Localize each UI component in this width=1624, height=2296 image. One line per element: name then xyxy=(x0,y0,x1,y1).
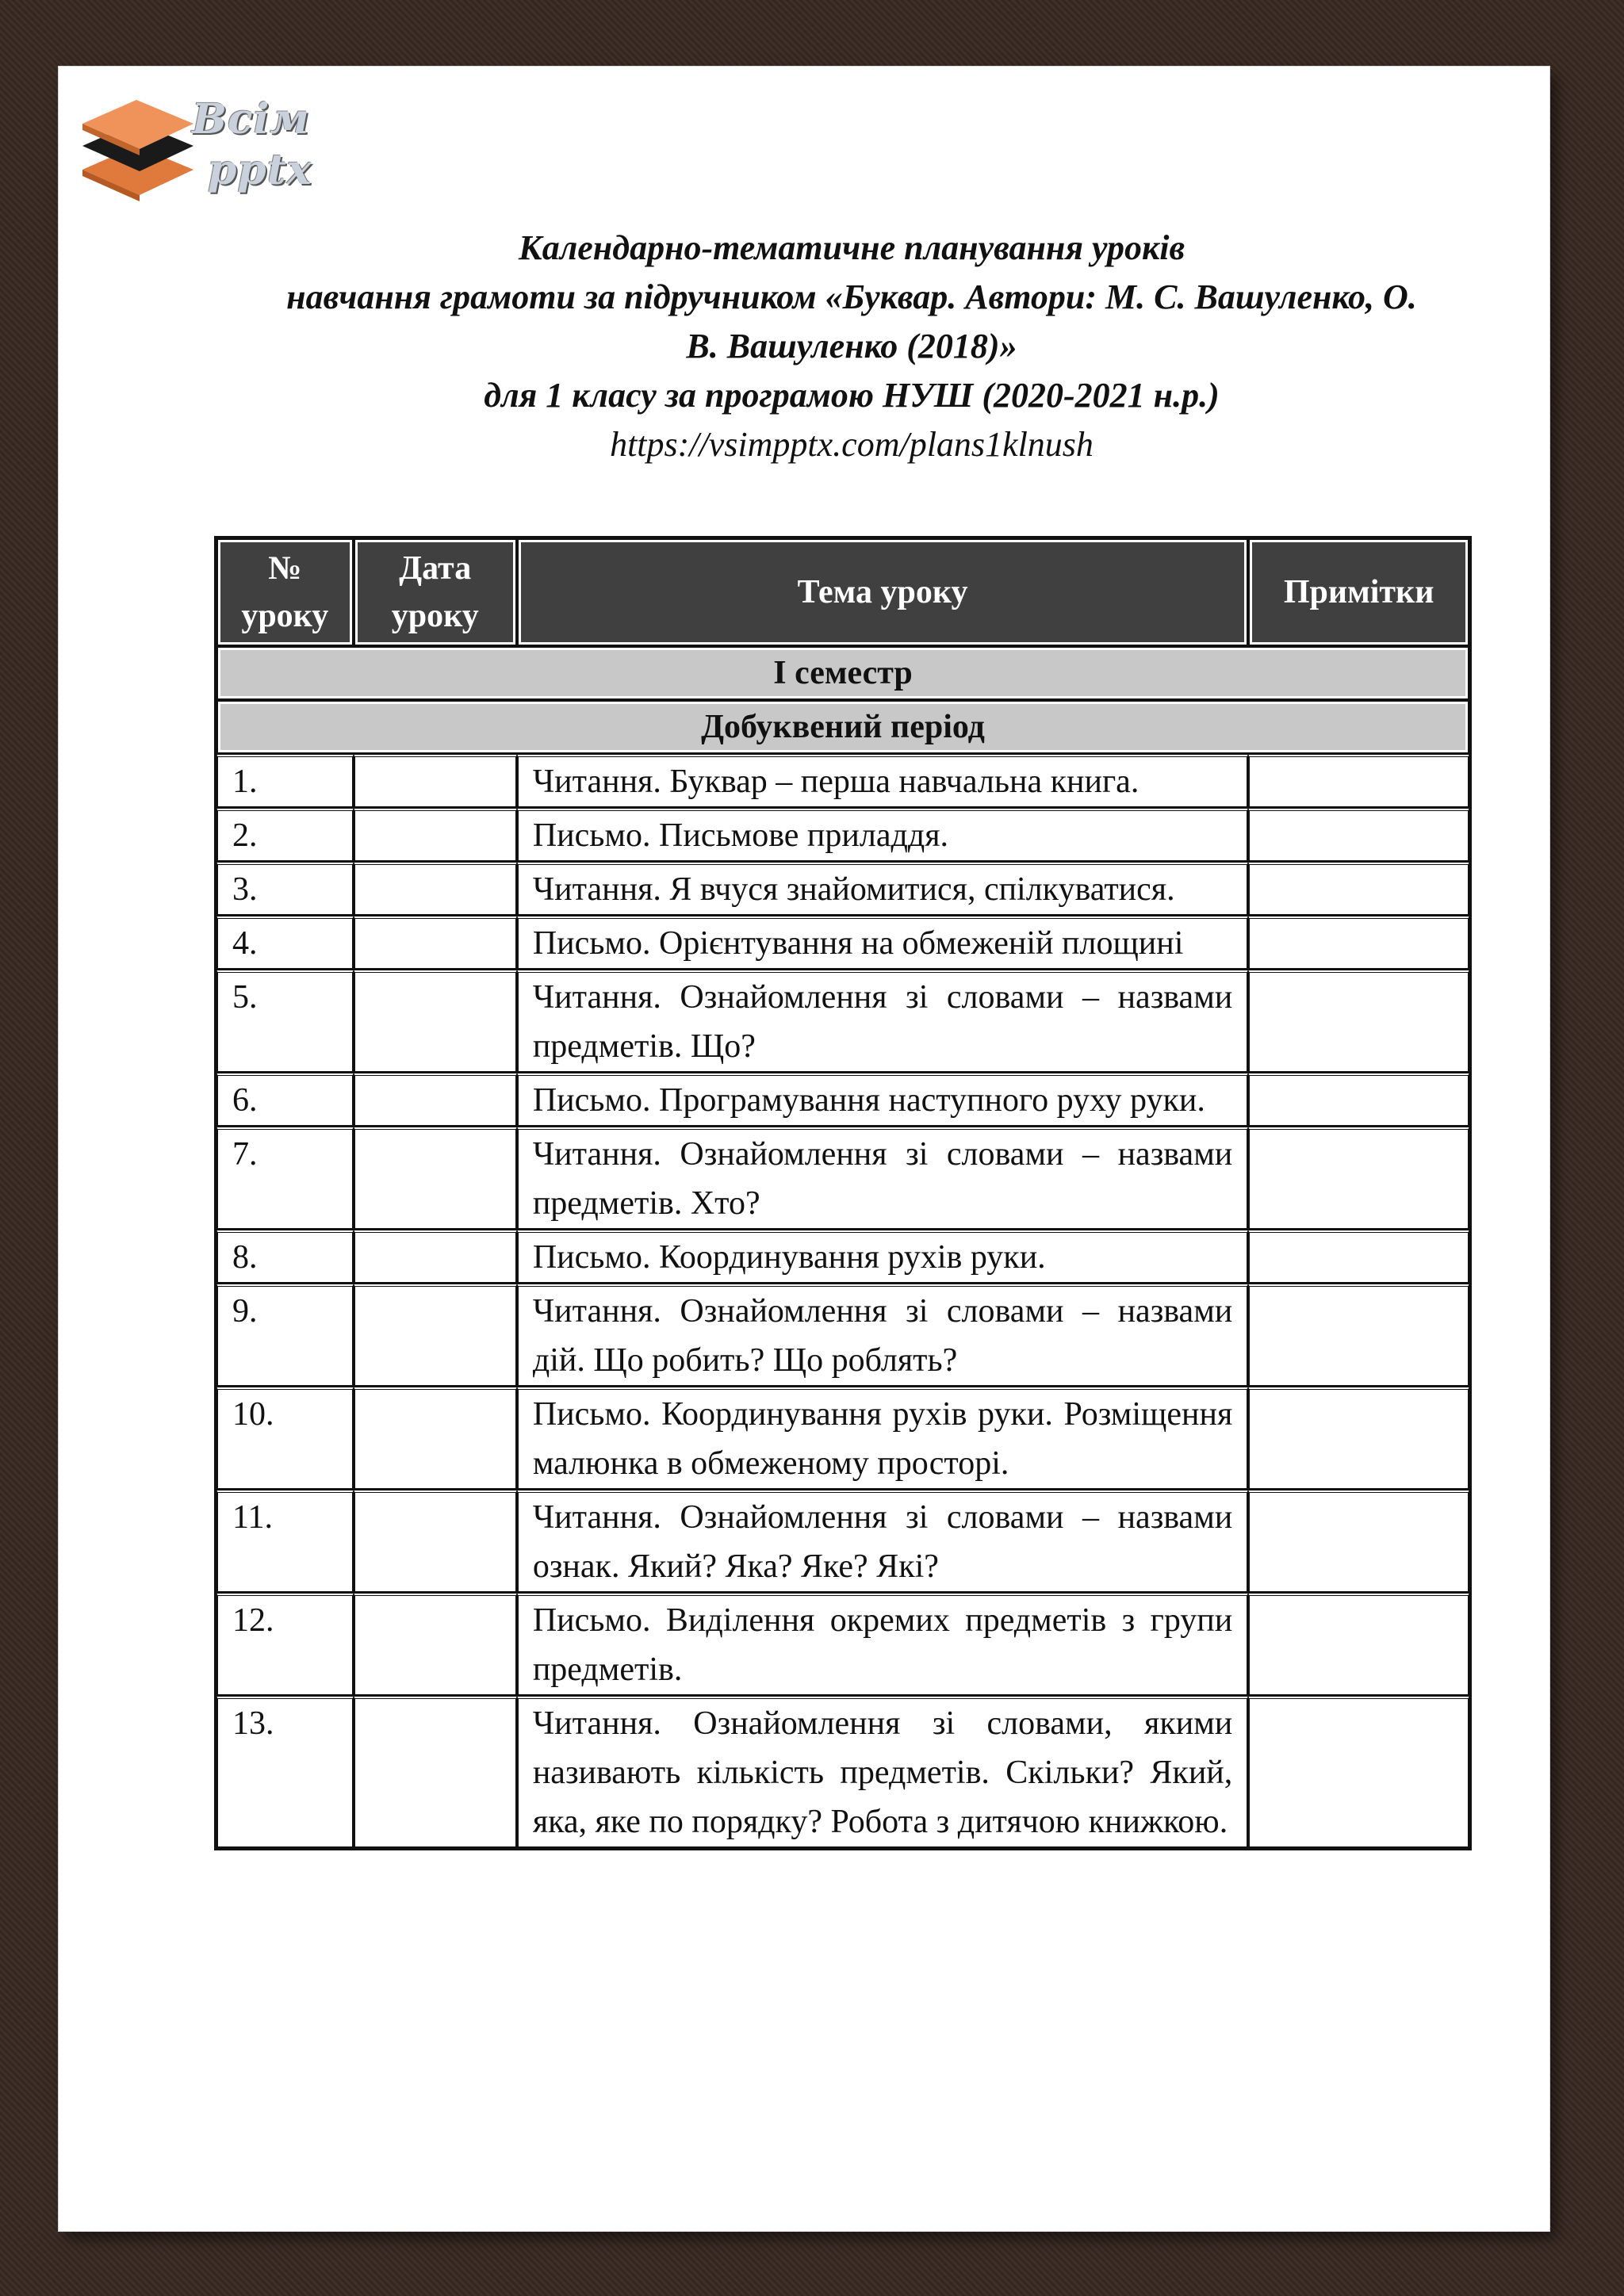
lesson-number: 13. xyxy=(216,1696,354,1848)
table-row xyxy=(216,1490,1469,1593)
lesson-date-cell[interactable] xyxy=(354,1073,517,1127)
lesson-date-cell[interactable] xyxy=(354,808,517,862)
document-heading xyxy=(186,224,1518,469)
lesson-topic: Читання. Ознайомлення зі словами, якими називають кількість предметів. Скільки? Який, яка, яке по порядку? Робота з дитячою книжкою. xyxy=(517,1696,1248,1848)
lesson-topic: Письмо. Орієнтування на обмеженій площині xyxy=(517,916,1248,970)
lesson-number: 2. xyxy=(216,808,354,862)
lesson-notes-cell[interactable] xyxy=(1248,1696,1469,1848)
lesson-topic: Письмо. Письмове приладдя. xyxy=(517,808,1248,862)
document-page xyxy=(59,67,1549,2231)
lesson-date-cell[interactable] xyxy=(354,1230,517,1284)
heading-line-3: В. Вашуленко (2018)» xyxy=(686,327,1017,365)
lesson-date-cell[interactable] xyxy=(354,1284,517,1387)
table-row xyxy=(216,916,1469,970)
lesson-notes-cell[interactable] xyxy=(1248,1284,1469,1387)
heading-line-4: для 1 класу за програмою НУШ (2020-2021 н.р.) xyxy=(484,376,1220,415)
lesson-notes-cell[interactable] xyxy=(1248,1127,1469,1230)
lesson-number: 9. xyxy=(216,1284,354,1387)
table-row xyxy=(216,1593,1469,1696)
table-row xyxy=(216,1284,1469,1387)
lesson-topic: Письмо. Координування рухів руки. Розміщення малюнка в обмеженому просторі. xyxy=(517,1387,1248,1490)
table-row xyxy=(216,1073,1469,1127)
header-date-line2: уроку xyxy=(391,598,479,634)
lesson-date-cell[interactable] xyxy=(354,970,517,1073)
lesson-notes-cell[interactable] xyxy=(1248,754,1469,808)
lesson-notes-cell[interactable] xyxy=(1248,1490,1469,1593)
source-url-link[interactable]: https://vsimpptx.com/plans1klnush xyxy=(610,425,1094,464)
semester-label: І семестр xyxy=(216,646,1469,700)
lesson-date-cell[interactable] xyxy=(354,1387,517,1490)
column-header-number xyxy=(216,538,354,646)
lesson-topic: Письмо. Координування рухів руки. xyxy=(517,1230,1248,1284)
table-row xyxy=(216,1127,1469,1230)
column-header-topic: Тема уроку xyxy=(517,538,1248,646)
header-date-line1: Дата xyxy=(399,550,472,587)
lesson-notes-cell[interactable] xyxy=(1248,1387,1469,1490)
lesson-notes-cell[interactable] xyxy=(1248,970,1469,1073)
lesson-notes-cell[interactable] xyxy=(1248,862,1469,916)
lesson-notes-cell[interactable] xyxy=(1248,808,1469,862)
lesson-notes-cell[interactable] xyxy=(1248,1593,1469,1696)
lesson-date-cell[interactable] xyxy=(354,862,517,916)
header-num-line1: № xyxy=(268,550,302,587)
lesson-number: 12. xyxy=(216,1593,354,1696)
column-header-notes: Примітки xyxy=(1248,538,1469,646)
table-row xyxy=(216,1230,1469,1284)
lesson-plan-table xyxy=(214,536,1472,1850)
period-label: Добуквений період xyxy=(216,700,1469,754)
lesson-number: 5. xyxy=(216,970,354,1073)
lesson-number: 4. xyxy=(216,916,354,970)
lesson-topic: Письмо. Виділення окремих предметів з групи предметів. xyxy=(517,1593,1248,1696)
lesson-notes-cell[interactable] xyxy=(1248,916,1469,970)
lesson-number: 8. xyxy=(216,1230,354,1284)
site-logo[interactable] xyxy=(75,82,360,217)
lesson-topic: Читання. Ознайомлення зі словами – назвами ознак. Який? Яка? Яке? Які? xyxy=(517,1490,1248,1593)
lesson-date-cell[interactable] xyxy=(354,1593,517,1696)
lesson-topic: Читання. Ознайомлення зі словами – назвами предметів. Хто? xyxy=(517,1127,1248,1230)
table-row xyxy=(216,1387,1469,1490)
lesson-notes-cell[interactable] xyxy=(1248,1073,1469,1127)
header-num-line2: уроку xyxy=(241,598,329,634)
table-row xyxy=(216,970,1469,1073)
lesson-date-cell[interactable] xyxy=(354,916,517,970)
period-row xyxy=(216,700,1469,754)
lesson-topic: Читання. Ознайомлення зі словами – назвами дій. Що робить? Що роблять? xyxy=(517,1284,1248,1387)
table-header-row xyxy=(216,538,1469,646)
column-header-date xyxy=(354,538,517,646)
heading-line-2: навчання грамоти за підручником «Буквар. Автори: М. С. Вашуленко, О. xyxy=(286,277,1417,316)
table-row xyxy=(216,1696,1469,1848)
stacked-slides-icon xyxy=(75,82,201,217)
lesson-topic: Письмо. Програмування наступного руху руки. xyxy=(517,1073,1248,1127)
lesson-date-cell[interactable] xyxy=(354,1127,517,1230)
table-row xyxy=(216,808,1469,862)
lesson-topic: Читання. Я вчуся знайомитися, спілкуватися. xyxy=(517,862,1248,916)
lesson-number: 6. xyxy=(216,1073,354,1127)
lesson-number: 11. xyxy=(216,1490,354,1593)
lesson-number: 3. xyxy=(216,862,354,916)
table-row xyxy=(216,862,1469,916)
table-row xyxy=(216,754,1469,808)
semester-row xyxy=(216,646,1469,700)
lesson-date-cell[interactable] xyxy=(354,754,517,808)
lesson-number: 10. xyxy=(216,1387,354,1490)
logo-text-line1: Всім xyxy=(192,95,310,144)
lesson-date-cell[interactable] xyxy=(354,1696,517,1848)
logo-text-line2: pptx xyxy=(208,146,312,194)
heading-line-1: Календарно-тематичне планування уроків xyxy=(518,228,1185,267)
lesson-topic: Читання. Буквар – перша навчальна книга. xyxy=(517,754,1248,808)
lesson-number: 1. xyxy=(216,754,354,808)
lesson-notes-cell[interactable] xyxy=(1248,1230,1469,1284)
lesson-topic: Читання. Ознайомлення зі словами – назвами предметів. Що? xyxy=(517,970,1248,1073)
lesson-number: 7. xyxy=(216,1127,354,1230)
lesson-date-cell[interactable] xyxy=(354,1490,517,1593)
